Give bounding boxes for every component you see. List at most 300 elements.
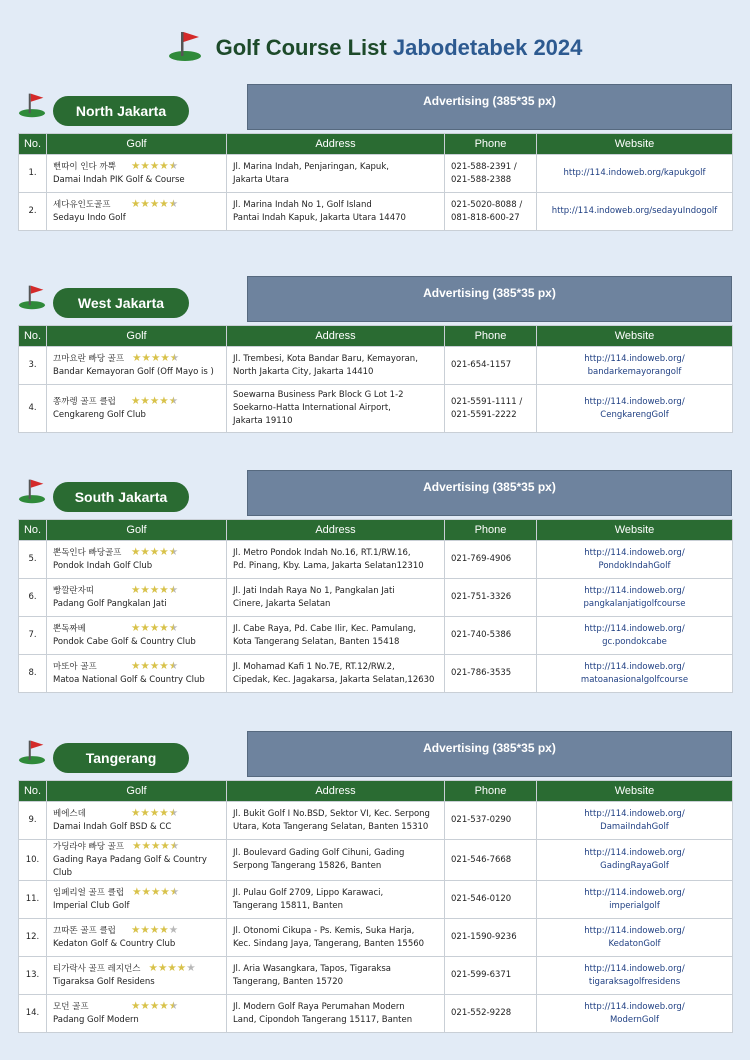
column-header-phone: Phone xyxy=(445,134,537,155)
star-full-icon: ★ xyxy=(159,584,169,596)
golf-name: Cengkareng Golf Club xyxy=(53,410,146,420)
website-cell[interactable] xyxy=(537,840,733,881)
website-link[interactable]: http://114.indoweb.org/ xyxy=(584,547,685,558)
address-line: Tangerang 15811, Banten xyxy=(233,900,344,911)
row-number: 7. xyxy=(19,617,47,655)
table-row xyxy=(19,617,733,655)
website-cell[interactable] xyxy=(537,995,733,1033)
column-header-website: Website xyxy=(537,520,733,541)
table-row xyxy=(19,957,733,995)
star-full-icon: ★ xyxy=(159,160,169,172)
row-number: 5. xyxy=(19,541,47,579)
rating-stars xyxy=(131,395,178,407)
star-full-icon: ★ xyxy=(149,395,160,407)
row-number: 4. xyxy=(19,385,47,433)
address-cell xyxy=(227,617,445,655)
address-line: Jl. Modern Golf Raya Perumahan Modern xyxy=(233,1001,405,1012)
section-header xyxy=(18,480,732,516)
address-line: Jl. Marina Indah No 1, Golf Island xyxy=(233,199,372,210)
table-row xyxy=(19,919,733,957)
star-full-icon: ★ xyxy=(160,840,170,852)
website-cell[interactable] xyxy=(537,347,733,385)
star-full-icon: ★ xyxy=(159,1000,169,1012)
column-header-website: Website xyxy=(537,134,733,155)
phone-cell xyxy=(445,617,537,655)
website-link[interactable]: bandarkemayorangolf xyxy=(587,366,682,377)
star-full-icon: ★ xyxy=(140,395,150,407)
column-header-no: No. xyxy=(19,326,47,347)
address-line: Jl. Cabe Raya, Pd. Cabe Ilir, Kec. Pamulang, xyxy=(233,623,416,634)
row-number: 9. xyxy=(19,802,47,840)
section-0 xyxy=(18,94,732,231)
address-cell xyxy=(227,655,445,693)
column-header-golf: Golf xyxy=(47,134,227,155)
rating-stars xyxy=(131,807,178,819)
address-cell xyxy=(227,579,445,617)
golf-cell xyxy=(47,957,227,995)
section-title: South Jakarta xyxy=(53,482,189,512)
star-full-icon: ★ xyxy=(131,160,141,172)
golf-korean-name: 쫑까렝 골프 클럽 xyxy=(53,397,116,407)
star-full-icon: ★ xyxy=(141,352,151,364)
star-full-icon: ★ xyxy=(132,352,142,364)
section-header xyxy=(18,94,732,130)
website-link[interactable]: PondokIndahGolf xyxy=(598,560,671,571)
section-header xyxy=(18,741,732,777)
star-half-icon: ★ xyxy=(168,584,179,596)
address-line: Serpong Tangerang 15826, Banten xyxy=(233,861,382,871)
phone-line: 021-769-4906 xyxy=(451,554,512,564)
table-row xyxy=(19,655,733,693)
golf-cell xyxy=(47,919,227,957)
star-full-icon: ★ xyxy=(140,807,150,819)
golf-cell xyxy=(47,155,227,193)
star-full-icon: ★ xyxy=(149,198,160,210)
address-line: Jl. Marina Indah, Penjaringan, Kapuk, xyxy=(233,161,389,172)
address-cell xyxy=(227,347,445,385)
golf-cell xyxy=(47,995,227,1033)
golf-flag-icon xyxy=(18,284,46,314)
star-full-icon: ★ xyxy=(131,1000,141,1012)
address-line: Utara, Kota Tangerang Selatan, Banten 15310 xyxy=(233,821,429,832)
star-full-icon: ★ xyxy=(131,807,141,819)
table-row xyxy=(19,347,733,385)
rating-stars xyxy=(132,886,179,898)
star-half-icon: ★ xyxy=(168,395,179,407)
star-full-icon: ★ xyxy=(159,622,169,634)
table-row xyxy=(19,385,733,433)
golf-cell xyxy=(47,617,227,655)
golf-name: Pondok Cabe Golf & Country Club xyxy=(53,637,196,647)
golf-cell xyxy=(47,840,227,881)
column-header-website: Website xyxy=(537,781,733,802)
section-title: West Jakarta xyxy=(53,288,189,318)
table-row xyxy=(19,193,733,231)
star-full-icon: ★ xyxy=(132,886,142,898)
golf-cell xyxy=(47,541,227,579)
website-link[interactable]: http://114.indoweb.org/kapukgolf xyxy=(563,168,706,178)
phone-line: 021-588-2388 xyxy=(451,174,512,185)
table-header-row xyxy=(19,134,733,155)
golf-table xyxy=(18,519,733,693)
star-full-icon: ★ xyxy=(140,924,150,936)
website-link[interactable]: http://114.indoweb.org/sedayuIndogolf xyxy=(551,206,718,216)
address-line: Jl. Bukit Golf I No.BSD, Sektor VI, Kec. Serpong xyxy=(233,808,430,819)
phone-line: 021-599-6371 xyxy=(451,970,512,980)
golf-table xyxy=(18,133,733,231)
golf-korean-name: 뻔따이 인다 까뿍 xyxy=(53,162,116,172)
table-header-row xyxy=(19,326,733,347)
golf-cell xyxy=(47,881,227,919)
phone-line: 021-5591-2222 xyxy=(451,409,517,420)
address-line: Pantai Indah Kapuk, Jakarta Utara 14470 xyxy=(233,212,406,223)
column-header-phone: Phone xyxy=(445,781,537,802)
star-full-icon: ★ xyxy=(150,840,161,852)
golf-flag-icon xyxy=(18,478,46,508)
phone-line: 081-818-600-27 xyxy=(451,212,520,223)
column-header-no: No. xyxy=(19,520,47,541)
star-full-icon: ★ xyxy=(149,160,160,172)
column-header-no: No. xyxy=(19,781,47,802)
rating-stars xyxy=(131,660,178,672)
golf-cell xyxy=(47,802,227,840)
phone-cell xyxy=(445,995,537,1033)
advertising-banner[interactable]: Advertising (385*35 px) xyxy=(247,84,732,130)
star-full-icon: ★ xyxy=(167,962,177,974)
address-cell xyxy=(227,802,445,840)
row-number: 11. xyxy=(19,881,47,919)
website-link[interactable]: http://114.indoweb.org/ xyxy=(584,887,685,898)
star-full-icon: ★ xyxy=(140,622,150,634)
address-line: Jl. Otonomi Cikupa - Ps. Kemis, Suka Harja, xyxy=(233,925,415,936)
phone-line: 021-654-1157 xyxy=(451,360,512,370)
address-line: Kec. Sindang Jaya, Tangerang, Banten 15560 xyxy=(233,938,425,949)
golf-name: Bandar Kemayoran Golf (Off Mayo is ) xyxy=(53,367,214,377)
column-header-address: Address xyxy=(227,520,445,541)
website-cell[interactable] xyxy=(537,655,733,693)
star-half-icon: ★ xyxy=(168,160,179,172)
table-header-row xyxy=(19,520,733,541)
golf-name: Pondok Indah Golf Club xyxy=(53,561,153,571)
website-cell[interactable] xyxy=(537,957,733,995)
star-full-icon: ★ xyxy=(159,924,169,936)
address-cell xyxy=(227,995,445,1033)
phone-line: 021-546-7668 xyxy=(451,854,512,865)
address-line: Jl. Metro Pondok Indah No.16, RT.1/RW.16, xyxy=(233,547,411,558)
column-header-website: Website xyxy=(537,326,733,347)
row-number: 3. xyxy=(19,347,47,385)
website-cell[interactable] xyxy=(537,919,733,957)
golf-korean-name: 베에스데 xyxy=(53,809,86,819)
star-empty-icon: ★ xyxy=(186,962,196,974)
star-full-icon: ★ xyxy=(149,924,160,936)
website-link[interactable]: http://114.indoweb.org/ xyxy=(584,353,685,364)
rating-stars xyxy=(131,546,178,558)
section-title: Tangerang xyxy=(53,743,189,773)
phone-line: 021-1590-9236 xyxy=(451,932,517,942)
star-full-icon: ★ xyxy=(131,395,141,407)
rating-stars xyxy=(131,198,178,210)
table-row xyxy=(19,840,733,881)
star-full-icon: ★ xyxy=(149,660,160,672)
phone-line: 021-546-0120 xyxy=(451,894,512,904)
row-number: 13. xyxy=(19,957,47,995)
rating-stars xyxy=(131,622,178,634)
star-full-icon: ★ xyxy=(149,1000,160,1012)
star-half-icon: ★ xyxy=(168,1000,179,1012)
star-full-icon: ★ xyxy=(140,198,150,210)
address-line: Jakarta Utara xyxy=(233,174,289,185)
star-full-icon: ★ xyxy=(140,660,150,672)
golf-name: Matoa National Golf & Country Club xyxy=(53,675,205,685)
section-2 xyxy=(18,480,732,693)
rating-stars xyxy=(132,840,179,852)
rating-stars xyxy=(131,1000,178,1012)
star-full-icon: ★ xyxy=(148,962,158,974)
column-header-phone: Phone xyxy=(445,326,537,347)
section-1 xyxy=(18,286,732,433)
address-line: Soewarna Business Park Block G Lot 1-2 xyxy=(233,390,404,400)
website-cell[interactable] xyxy=(537,155,733,193)
address-cell xyxy=(227,881,445,919)
address-line: Jakarta 19110 xyxy=(233,416,293,426)
table-row xyxy=(19,995,733,1033)
star-full-icon: ★ xyxy=(150,886,161,898)
golf-flag-icon xyxy=(18,92,46,122)
phone-line: 021-588-2391 / xyxy=(451,161,517,172)
golf-korean-name: 끄따똔 골프 클럽 xyxy=(53,926,116,936)
row-number: 8. xyxy=(19,655,47,693)
website-cell[interactable] xyxy=(537,617,733,655)
website-link[interactable]: http://114.indoweb.org/ xyxy=(584,848,685,858)
website-link[interactable]: http://114.indoweb.org/ xyxy=(584,623,685,634)
phone-cell xyxy=(445,919,537,957)
golf-name: Damai Indah Golf BSD & CC xyxy=(53,822,172,832)
golf-korean-name: 티가락사 골프 레지던스 xyxy=(53,964,141,974)
star-full-icon: ★ xyxy=(141,840,151,852)
website-cell[interactable] xyxy=(537,579,733,617)
address-cell xyxy=(227,957,445,995)
column-header-address: Address xyxy=(227,781,445,802)
table-header-row xyxy=(19,781,733,802)
phone-cell xyxy=(445,840,537,881)
golf-cell xyxy=(47,347,227,385)
address-line: Cinere, Jakarta Selatan xyxy=(233,598,331,609)
star-half-icon: ★ xyxy=(168,198,179,210)
website-link[interactable]: http://114.indoweb.org/ xyxy=(584,808,685,819)
star-full-icon: ★ xyxy=(176,962,187,974)
address-line: Soekarno-Hatta International Airport, xyxy=(233,403,391,413)
golf-korean-name: 임페리얼 골프 클럽 xyxy=(53,888,125,898)
advertising-banner[interactable]: Advertising (385*35 px) xyxy=(247,731,732,777)
rating-stars xyxy=(131,160,178,172)
website-link[interactable]: http://114.indoweb.org/ xyxy=(584,396,685,407)
golf-korean-name: 모던 골프 xyxy=(53,1002,89,1012)
website-link[interactable]: http://114.indoweb.org/ xyxy=(584,925,685,936)
website-link[interactable]: http://114.indoweb.org/ xyxy=(584,1001,685,1012)
website-cell[interactable] xyxy=(537,385,733,433)
website-link[interactable]: imperialgolf xyxy=(609,900,660,911)
golf-cell xyxy=(47,655,227,693)
star-full-icon: ★ xyxy=(150,352,161,364)
star-full-icon: ★ xyxy=(140,584,150,596)
star-full-icon: ★ xyxy=(157,962,168,974)
row-number: 10. xyxy=(19,840,47,881)
golf-korean-name: 뽄독인다 빠당골프 xyxy=(53,548,122,558)
page-title xyxy=(0,30,750,68)
golf-name: Kedaton Golf & Country Club xyxy=(53,939,176,949)
star-half-icon: ★ xyxy=(169,886,180,898)
address-cell xyxy=(227,919,445,957)
section-header xyxy=(18,286,732,322)
golf-flag-icon xyxy=(18,739,46,769)
website-cell[interactable] xyxy=(537,802,733,840)
section-title: North Jakarta xyxy=(53,96,189,126)
table-row xyxy=(19,802,733,840)
phone-cell xyxy=(445,541,537,579)
column-header-no: No. xyxy=(19,134,47,155)
address-line: Jl. Jati Indah Raya No 1, Pangkalan Jati xyxy=(233,585,395,596)
star-full-icon: ★ xyxy=(131,546,141,558)
row-number: 6. xyxy=(19,579,47,617)
star-full-icon: ★ xyxy=(131,584,141,596)
column-header-golf: Golf xyxy=(47,520,227,541)
website-link[interactable]: DamaiIndahGolf xyxy=(600,821,669,832)
section-3 xyxy=(18,741,732,1033)
column-header-address: Address xyxy=(227,326,445,347)
golf-korean-name: 끄마요란 빠당 골프 xyxy=(53,354,125,364)
star-full-icon: ★ xyxy=(131,622,141,634)
golf-korean-name: 마또아 골프 xyxy=(53,662,97,672)
star-full-icon: ★ xyxy=(132,840,142,852)
address-cell xyxy=(227,193,445,231)
golf-cell xyxy=(47,385,227,433)
title-main: Golf Course List xyxy=(215,34,387,60)
table-row xyxy=(19,881,733,919)
star-full-icon: ★ xyxy=(159,660,169,672)
website-link[interactable]: matoanasionalgolfcourse xyxy=(580,674,689,685)
advertising-banner[interactable]: Advertising (385*35 px) xyxy=(247,276,732,322)
website-cell[interactable] xyxy=(537,193,733,231)
star-full-icon: ★ xyxy=(141,886,151,898)
star-half-icon: ★ xyxy=(168,660,179,672)
star-full-icon: ★ xyxy=(149,546,160,558)
star-full-icon: ★ xyxy=(160,352,170,364)
phone-cell xyxy=(445,155,537,193)
golf-table xyxy=(18,325,733,433)
golf-name: Sedayu Indo Golf xyxy=(53,213,126,223)
phone-cell xyxy=(445,957,537,995)
address-line: Jl. Pulau Golf 2709, Lippo Karawaci, xyxy=(233,887,384,898)
golf-korean-name: 세다유인도골프 xyxy=(53,200,111,210)
star-half-icon: ★ xyxy=(169,352,180,364)
address-line: Kota Tangerang Selatan, Banten 15418 xyxy=(233,636,400,647)
address-line: Cipedak, Kec. Jagakarsa, Jakarta Selatan,12630 xyxy=(233,674,435,685)
website-link[interactable]: GadingRayaGolf xyxy=(600,861,669,871)
golf-name: Tigaraksa Golf Residens xyxy=(53,977,155,987)
star-full-icon: ★ xyxy=(159,198,169,210)
website-link[interactable]: http://114.indoweb.org/ xyxy=(584,585,685,596)
star-full-icon: ★ xyxy=(131,198,141,210)
table-row xyxy=(19,155,733,193)
star-empty-icon: ★ xyxy=(168,924,179,936)
golf-name: Imperial Club Golf xyxy=(53,901,130,911)
phone-line: 021-537-0290 xyxy=(451,815,512,825)
phone-line: 021-740-5386 xyxy=(451,630,512,640)
star-full-icon: ★ xyxy=(159,395,169,407)
address-line: Jl. Mohamad Kafi 1 No.7E, RT.12/RW.2, xyxy=(233,661,395,672)
star-full-icon: ★ xyxy=(131,924,141,936)
golf-table xyxy=(18,780,733,1033)
title-accent: Jabodetabek 2024 xyxy=(392,34,583,60)
address-line: North Jakarta City, Jakarta 14410 xyxy=(233,366,374,377)
website-link[interactable]: KedatonGolf xyxy=(608,938,661,949)
golf-korean-name: 빵깔란자띠 xyxy=(53,586,95,596)
column-header-address: Address xyxy=(227,134,445,155)
star-half-icon: ★ xyxy=(169,840,180,852)
address-cell xyxy=(227,541,445,579)
phone-line: 021-5591-1111 / xyxy=(451,396,523,407)
row-number: 14. xyxy=(19,995,47,1033)
website-link[interactable]: CengkarengGolf xyxy=(600,409,669,420)
phone-cell xyxy=(445,385,537,433)
rating-stars xyxy=(132,352,179,364)
rating-stars xyxy=(131,584,178,596)
golf-cell xyxy=(47,193,227,231)
phone-line: 021-786-3535 xyxy=(451,668,512,678)
phone-cell xyxy=(445,802,537,840)
website-link[interactable]: pangkalanjatigolfcourse xyxy=(583,598,686,609)
star-full-icon: ★ xyxy=(149,622,160,634)
advertising-banner[interactable]: Advertising (385*35 px) xyxy=(247,470,732,516)
address-line: Tangerang, Banten 15720 xyxy=(233,976,344,987)
column-header-golf: Golf xyxy=(47,326,227,347)
address-line: Land, Cipondoh Tangerang 15117, Banten xyxy=(233,1014,413,1025)
golf-cell xyxy=(47,579,227,617)
phone-cell xyxy=(445,193,537,231)
golf-name: Padang Golf Modern xyxy=(53,1015,139,1025)
website-link[interactable]: gc.pondokcabe xyxy=(602,636,667,647)
address-cell xyxy=(227,840,445,881)
table-row xyxy=(19,579,733,617)
golf-name: Damai Indah PIK Golf & Course xyxy=(53,175,185,185)
star-half-icon: ★ xyxy=(168,546,179,558)
golf-name: Gading Raya Padang Golf & Country Club xyxy=(53,855,207,878)
website-link[interactable]: ModernGolf xyxy=(609,1014,660,1025)
star-full-icon: ★ xyxy=(140,1000,150,1012)
golf-flag-icon xyxy=(168,30,202,68)
golf-name: Padang Golf Pangkalan Jati xyxy=(53,599,167,609)
website-cell[interactable] xyxy=(537,881,733,919)
address-cell xyxy=(227,385,445,433)
row-number: 1. xyxy=(19,155,47,193)
star-full-icon: ★ xyxy=(160,886,170,898)
column-header-golf: Golf xyxy=(47,781,227,802)
star-full-icon: ★ xyxy=(159,546,169,558)
star-half-icon: ★ xyxy=(168,622,179,634)
address-line: Jl. Aria Wasangkara, Tapos, Tigaraksa xyxy=(233,963,392,974)
address-line: Pd. Pinang, Kby. Lama, Jakarta Selatan12310 xyxy=(233,560,424,571)
website-link[interactable]: http://114.indoweb.org/ xyxy=(584,661,685,672)
website-link[interactable]: tigaraksagolfresidens xyxy=(588,976,681,987)
website-cell[interactable] xyxy=(537,541,733,579)
star-full-icon: ★ xyxy=(131,660,141,672)
website-link[interactable]: http://114.indoweb.org/ xyxy=(584,963,685,974)
phone-cell xyxy=(445,347,537,385)
rating-stars xyxy=(131,924,178,936)
star-full-icon: ★ xyxy=(140,160,150,172)
table-row xyxy=(19,541,733,579)
